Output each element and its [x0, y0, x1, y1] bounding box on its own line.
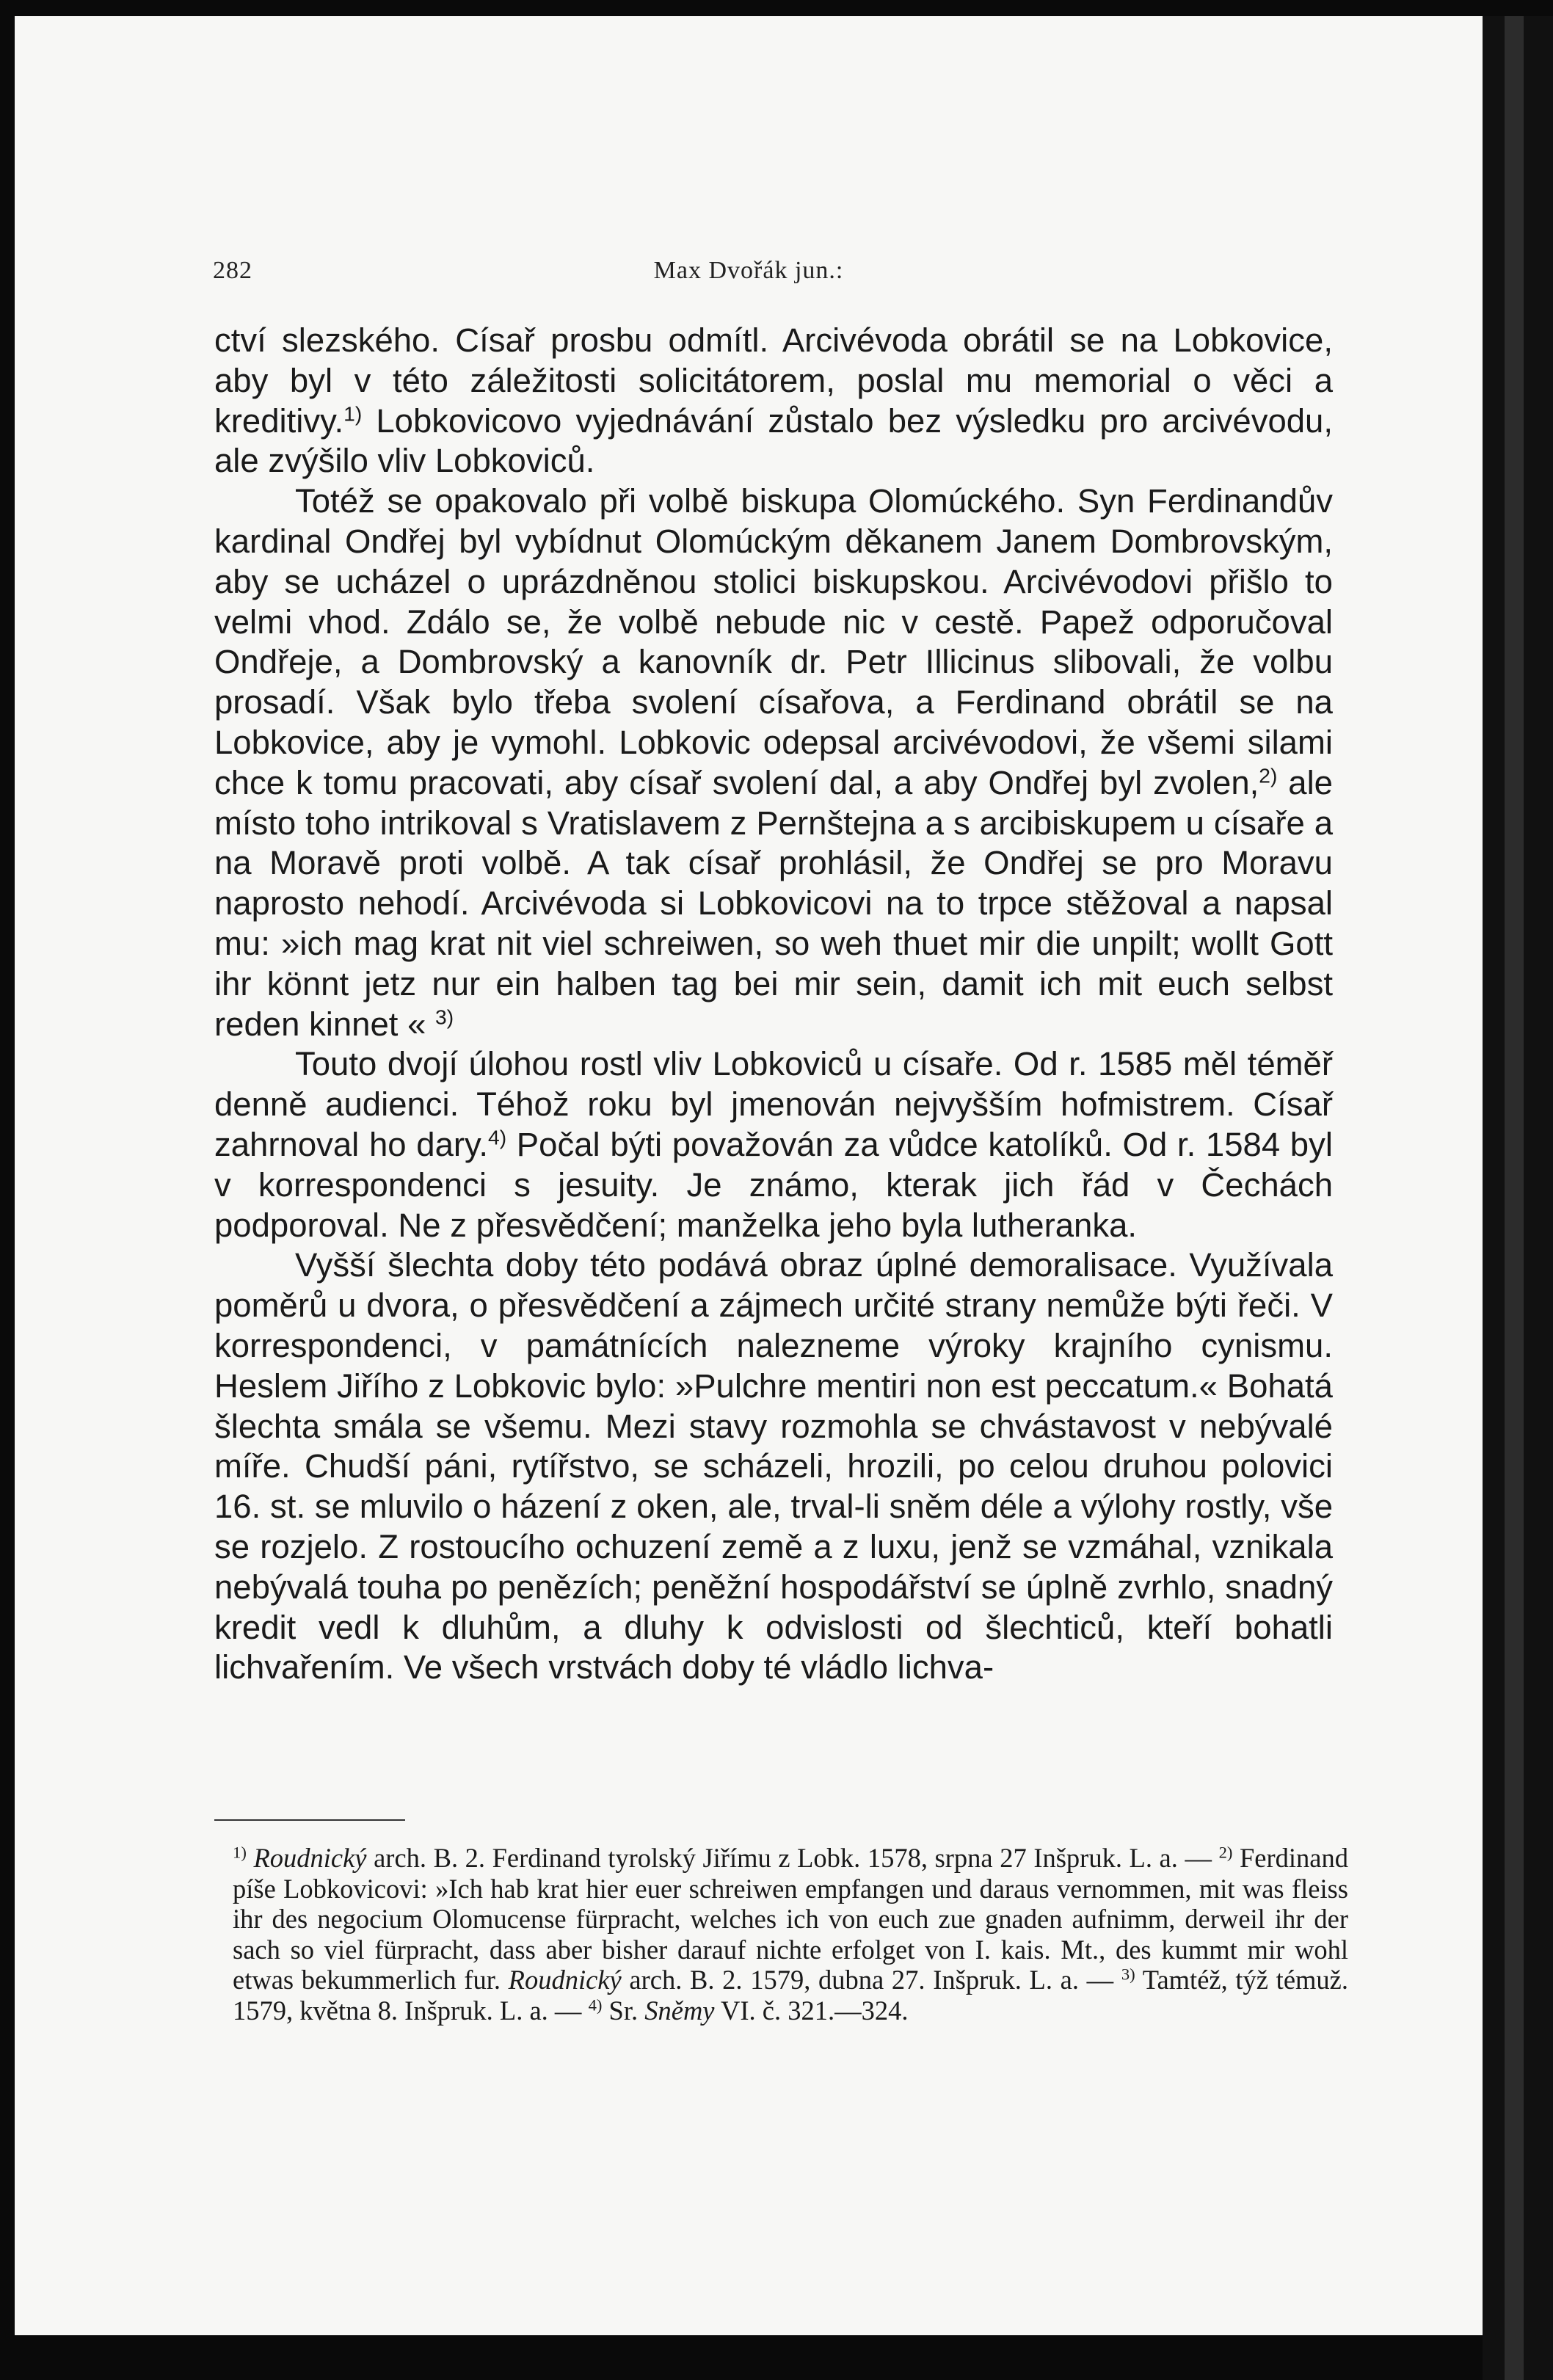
footnote-mark: 4)	[588, 1995, 603, 2015]
footnote-mark: 2)	[1218, 1843, 1233, 1862]
page-number: 282	[213, 257, 252, 284]
footnote-ref: 2)	[1259, 763, 1278, 787]
paragraph: ctví slezského. Císař prosbu odmítl. Arcivévoda obrátil se na Lobkovice, aby byl v této záležitosti solicitátorem, poslal mu memorial o věci a kreditivy.$^{1)}$ Lobkovicovo vyjednávání zůstalo bez výsledku pro arcivévodu, ale zvýšilo vliv Lobkoviců.	[214, 321, 1333, 480]
paragraph: Totéž se opakovalo při volbě biskupa Olomúckého. Syn Ferdinandův kardinal Ondřej byl vybídnut Olomúckým děkanem Janem Dombrovským, aby se ucházel o uprázdněnou stolici biskupskou. Arcivévodovi přišlo to velmi vhod. Zdálo se, že volbě nebude nic v cestě. Papež odporučoval Ondřeje, a Dombrovský a kanovník dr. Petr Illicinus slibovali, že volbu prosadí. Však bylo třeba svolení císařova, a Ferdinand obrátil se na Lobkovice, aby je vymohl. Lobkovic odepsal arcivévodovi, že všemi silami chce k tomu pracovati, aby císař svolení dal, a aby Ondřej byl zvolen,$^{2)}$ ale místo toho intrikoval s Vratislavem z Pernštejna a s arcibiskupem u císaře a na Moravě proti volbě. A tak císař prohlásil, že Ondřej se pro Moravu naprosto nehodí. Arcivévoda si Lobkovicovi na to trpce stěžoval a napsal mu: »ich mag krat nit viel schreiwen, so weh thuet mir die unpilt; wollt Gott ihr könnt jetz nur ein halben tag bei mir sein, damit ich mit euch selbst reden kinnet « $^{3)}$	[214, 482, 1333, 1043]
footnote-mark: 3)	[1121, 1965, 1135, 1984]
footnote-divider	[214, 1819, 405, 1821]
book-page	[15, 16, 1483, 2335]
footnotes	[233, 1843, 1348, 2026]
footnote-block: $^{1)}$ Roudnický arch. B. 2. Ferdinand tyrolský Jiřímu z Lobk. 1578, srpna 27 Inšpruk. L. a. — $^{2)}$ Ferdinand píše Lobkovicovi: »Ich hab krat hier euer schreiwen empfangen und daraus vernommen, mit was fleiss ihr des negocium Olomucense fürpracht, welches ich von euch zue gnaden aufnimm, derweil ihr der sach so viel fürpracht, dass aber bisher darauf nichte erfolget von I. kais. Mt., des kummt mir wohl etwas bekummerlich fur. Roudnický arch. B. 2. 1579, dubna 27. Inšpruk. L. a. — $^{3)}$ Tamtéž, týž témuž. 1579, května 8. Inšpruk. L. a. — $^{4)}$ Sr. Sněmy VI. č. 321.—324.	[233, 1843, 1349, 2026]
footnote-ref: 1)	[343, 401, 363, 426]
scan-edge-band	[1505, 16, 1524, 2380]
running-head: Max Dvořák jun.:	[653, 257, 844, 284]
paragraph: Touto dvojí úlohou rostl vliv Lobkoviců u císaře. Od r. 1585 měl téměř denně audienci. Téhož roku byl jmenován nejvyšším hofmistrem. Císař zahrnoval ho dary.$^{4)}$ Počal býti považován za vůdce katolíků. Od r. 1584 byl v korrespondenci s jesuity. Je známo, kterak jich řád v Čechách podporoval. Ne z přesvědčení; manželka jeho byla lutheranka.	[214, 1045, 1333, 1244]
paragraph: Vyšší šlechta doby této podává obraz úplné demoralisace. Využívala poměrů u dvora, o přesvědčení a zájmech určité strany nemůže býti řeči. V korrespondenci, v památnících nalezneme výroky krajního cynismu. Heslem Jiřího z Lobkovic bylo: »Pulchre mentiri non est peccatum.« Bohatá šlechta smála se všemu. Mezi stavy rozmohla se chvástavost v nebývalé míře. Chudší páni, rytířstvo, se scházeli, hrozili, po celou druhou polovici 16. st. se mluvilo o házení z oken, ale, trval-li sněm déle a výlohy rostly, vše se rozjelo. Z rostoucího ochuzení země a z luxu, jenž se vzmáhal, vznikala nebývalá touha po penězích; peněžní hospodářství se úplně zvrhlo, snadný kredit vedl k dluhům, a dluhy k odvislosti od šlechticů, kteří bohatli lichvařením. Ve všech vrstvách doby té vládlo lichva-	[214, 1246, 1333, 1686]
scan-edge-shadow	[1483, 16, 1553, 2380]
page-header	[15, 257, 1483, 286]
body-text	[214, 321, 1333, 1688]
footnote-mark: 1)	[233, 1843, 247, 1862]
footnote-ref: 4)	[488, 1125, 507, 1149]
footnote-ref: 3)	[435, 1005, 454, 1029]
